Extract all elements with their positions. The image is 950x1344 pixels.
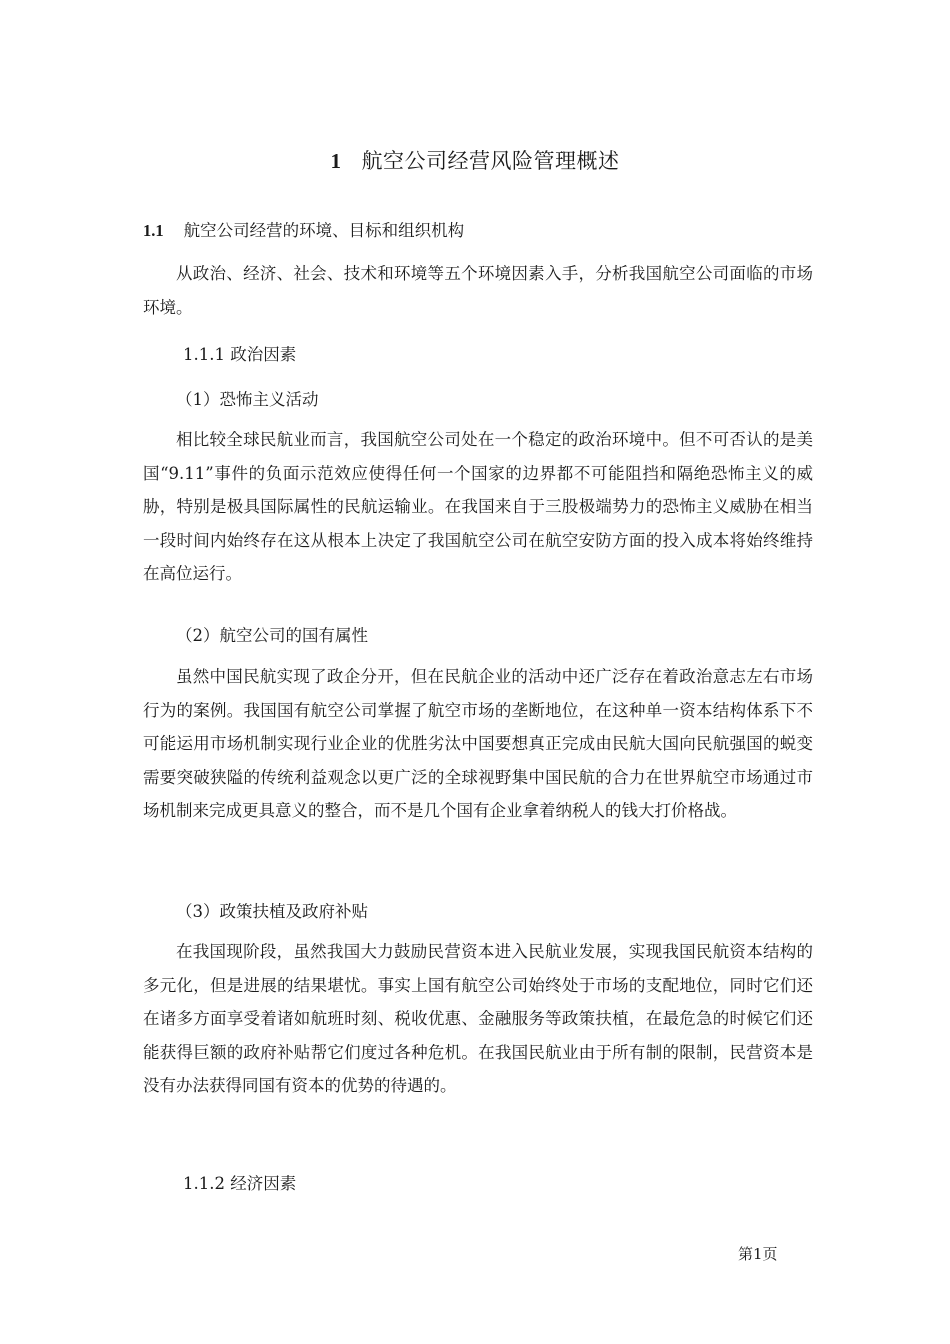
section-number: 1.1 xyxy=(143,221,164,240)
chapter-number: 1 xyxy=(330,149,342,173)
intro-paragraph: 从政治、经济、社会、技术和环境等五个环境因素入手，分析我国航空公司面临的市场环境。 xyxy=(143,264,813,317)
section-title xyxy=(143,219,464,243)
chapter-title xyxy=(0,146,950,176)
page-number: 第1页 xyxy=(738,1245,778,1263)
item-heading-terrorism: （1）恐怖主义活动 xyxy=(176,390,319,409)
chapter-title-text: 航空公司经营风险管理概述 xyxy=(361,149,620,173)
paragraph-policy-subsidy: 在我国现阶段，虽然我国大力鼓励民营资本进入民航业发展，实现我国民航资本结构的多元化，但是进展的结果堪忧。事实上国有航空公司始终处于市场的支配地位，同时它们还在诸多方面享受着诸如航班时刻、税收优惠、金融服务等政策扶植，在最危急的时候它们还能获得巨额的政府补贴帮它们度过各种危机。在我国民航业由于所有制的限制，民营资本是没有办法获得同国有资本的优势的待遇的。 xyxy=(143,942,813,1095)
subsection-heading-economic: 1.1.2 经济因素 xyxy=(183,1174,297,1193)
paragraph-terrorism: 相比较全球民航业而言，我国航空公司处在一个稳定的政治环境中。但不可否认的是美国“9.11”事件的负面示范效应使得任何一个国家的边界都不可能阻挡和隔绝恐怖主义的威胁，特别是极具国际属性的民航运输业。在我国来自于三股极端势力的恐怖主义威胁在相当一段时间内始终存在这从根本上决定了我国航空公司在航空安防方面的投入成本将始终维持在高位运行。 xyxy=(143,430,813,583)
item-heading-state-owned: （2）航空公司的国有属性 xyxy=(176,626,368,645)
item-heading-policy-subsidy: （3）政策扶植及政府补贴 xyxy=(176,902,368,921)
subsection-heading-political: 1.1.1 政治因素 xyxy=(183,345,297,364)
section-title-text: 航空公司经营的环境、目标和组织机构 xyxy=(183,221,465,240)
paragraph-state-owned: 虽然中国民航实现了政企分开，但在民航企业的活动中还广泛存在着政治意志左右市场行为的案例。我国国有航空公司掌握了航空市场的垄断地位，在这种单一资本结构体系下不可能运用市场机制实现行业企业的优胜劣汰中国要想真正完成由民航大国向民航强国的蜕变需要突破狭隘的传统利益观念以更广泛的全球视野集中国民航的合力在世界航空市场通过市场机制来完成更具意义的整合，而不是几个国有企业拿着纳税人的钱大打价格战。 xyxy=(143,667,813,820)
